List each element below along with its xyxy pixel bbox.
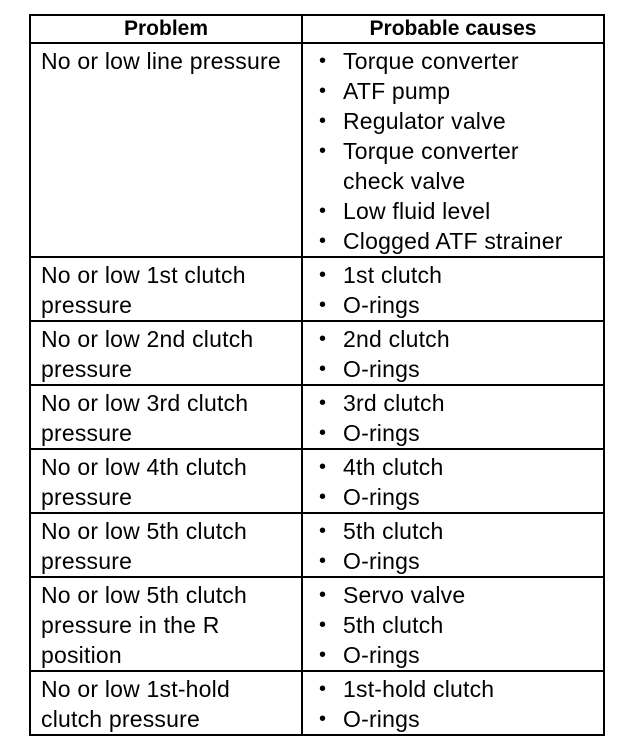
cause-item: • 5th clutch <box>317 516 599 546</box>
problem-cell: No or low 2nd clutch pressure <box>30 321 302 385</box>
problem-column-header: Problem <box>30 15 302 43</box>
problem-cell: No or low 1st-hold clutch pressure <box>30 671 302 735</box>
cause-list <box>317 46 599 256</box>
causes-cell <box>302 385 604 449</box>
problem-cell: No or low 3rd clutch pressure <box>30 385 302 449</box>
cause-list <box>317 580 599 670</box>
cause-list <box>317 324 599 384</box>
table-row <box>30 671 604 735</box>
cause-item: • 3rd clutch <box>317 388 599 418</box>
cause-item: • ATF pump <box>317 76 599 106</box>
cause-item: • O-rings <box>317 482 599 512</box>
cause-item: • O-rings <box>317 546 599 576</box>
causes-cell <box>302 671 604 735</box>
cause-item: • 1st-hold clutch <box>317 674 599 704</box>
causes-cell <box>302 449 604 513</box>
problem-cell: No or low 5th clutch pressure in the R position <box>30 577 302 671</box>
table-row <box>30 385 604 449</box>
cause-item: • O-rings <box>317 290 599 320</box>
cause-item: • 1st clutch <box>317 260 599 290</box>
cause-list <box>317 516 599 576</box>
causes-cell <box>302 321 604 385</box>
table-row <box>30 43 604 257</box>
causes-cell <box>302 577 604 671</box>
causes-cell <box>302 257 604 321</box>
cause-list <box>317 674 599 734</box>
troubleshooting-table <box>29 14 605 736</box>
problem-cell: No or low line pressure <box>30 43 302 257</box>
cause-item: • O-rings <box>317 640 599 670</box>
cause-item: • O-rings <box>317 418 599 448</box>
causes-column-header: Probable causes <box>302 15 604 43</box>
table-row <box>30 513 604 577</box>
cause-item: • Torque converter <box>317 46 599 76</box>
table-row <box>30 321 604 385</box>
problem-cell: No or low 4th clutch pressure <box>30 449 302 513</box>
cause-list <box>317 260 599 320</box>
cause-item: • O-rings <box>317 704 599 734</box>
causes-cell <box>302 513 604 577</box>
cause-item: • Clogged ATF strainer <box>317 226 599 256</box>
cause-item: • Torque converter check valve <box>317 136 533 196</box>
cause-item: • Low fluid level <box>317 196 599 226</box>
problem-cell: No or low 1st clutch pressure <box>30 257 302 321</box>
causes-cell <box>302 43 604 257</box>
cause-item: • 4th clutch <box>317 452 599 482</box>
cause-item: • 5th clutch <box>317 610 599 640</box>
cause-list <box>317 452 599 512</box>
header-row <box>30 15 604 43</box>
problem-cell: No or low 5th clutch pressure <box>30 513 302 577</box>
cause-list <box>317 388 599 448</box>
table-row <box>30 577 604 671</box>
cause-item: • Regulator valve <box>317 106 599 136</box>
cause-item: • O-rings <box>317 354 599 384</box>
table-row <box>30 257 604 321</box>
table-row <box>30 449 604 513</box>
cause-item: • 2nd clutch <box>317 324 599 354</box>
cause-item: • Servo valve <box>317 580 599 610</box>
